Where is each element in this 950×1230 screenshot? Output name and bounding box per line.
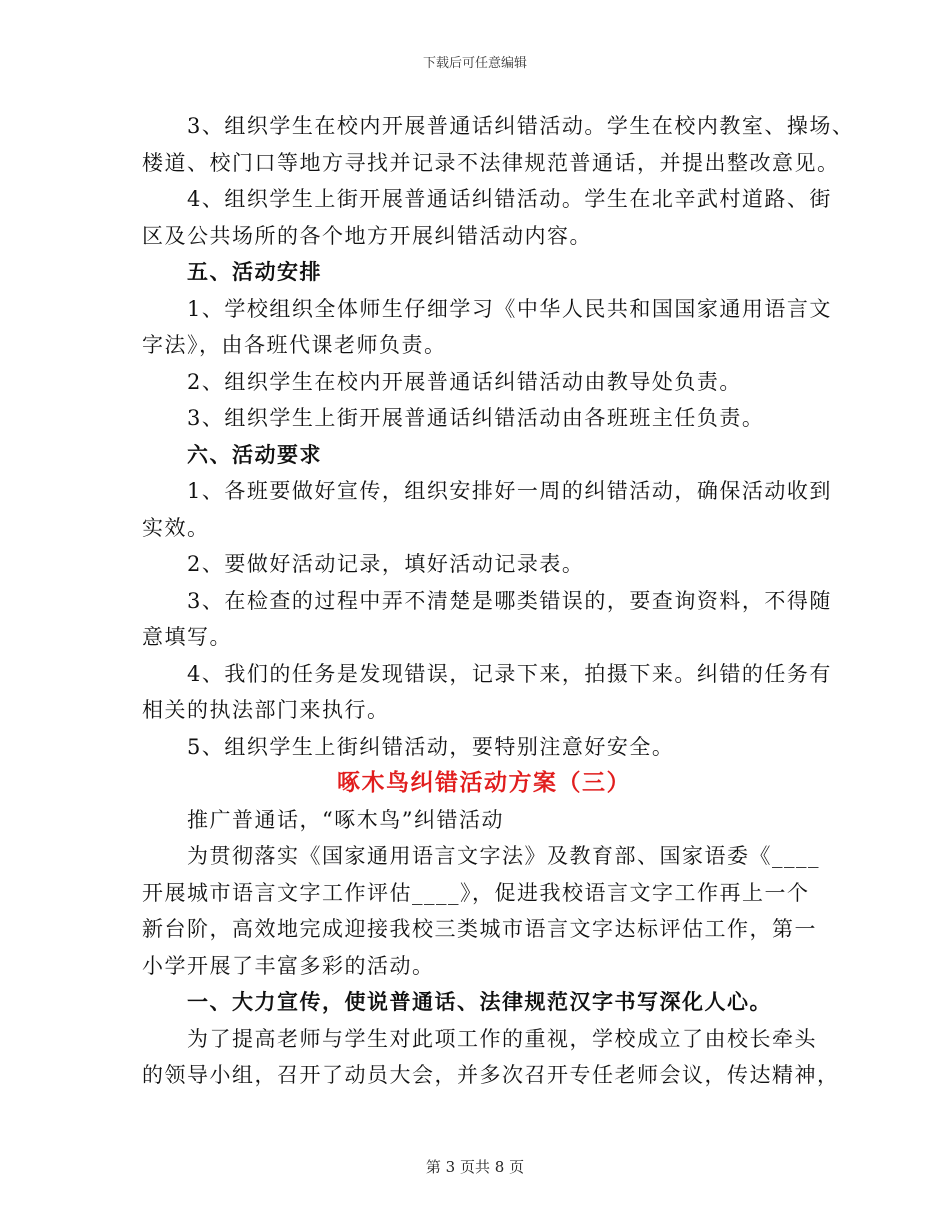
paragraph-line: 实效。 [142, 515, 210, 540]
document-body [142, 108, 855, 1094]
paragraph-line: 的领导小组，召开了动员大会，并多次召开专任老师会议，传达精神， [142, 1063, 840, 1087]
paragraph-line: 字法》，由各班代课老师负责。 [142, 333, 447, 357]
paragraph-line: 新台阶，高效地完成迎接我校三类城市语言文字达标评估工作，第一 [142, 917, 817, 941]
paragraph-line: 为贯彻落实《国家通用语言文字法》及教育部、国家语委《____ [187, 844, 820, 868]
paragraph-line: 2、组织学生在校内开展普通话纠错活动由教导处负责。 [187, 369, 742, 394]
section-heading: 五、活动安排 [187, 259, 322, 284]
paragraph-line: 2、要做好活动记录，填好活动记录表。 [187, 552, 585, 576]
page-number: 第 3 页共 8 页 [425, 1158, 525, 1176]
paragraph-line: 为了提高老师与学生对此项工作的重视，学校成立了由校长牵头 [187, 1026, 817, 1051]
paragraph-line: 相关的执法部门来执行。 [142, 698, 390, 722]
page-header-note: 下载后可任意编辑 [422, 56, 527, 71]
paragraph-line: 5、组织学生上街纠错活动，要特别注意好安全。 [187, 734, 675, 759]
paragraph-line: 1、各班要做好宣传，组织安排好一周的纠错活动，确保活动收到 [187, 479, 832, 503]
document-title: 啄木鸟纠错活动方案（三） [337, 769, 631, 796]
section-heading: 六、活动要求 [187, 441, 322, 467]
paragraph-line: 3、组织学生上街开展普通话纠错活动由各班班主任负责。 [187, 406, 765, 430]
paragraph-line: 区及公共场所的各个地方开展纠错活动内容。 [142, 223, 592, 248]
paragraph-line: 4、我们的任务是发现错误，记录下来，拍摄下来。纠错的任务有 [187, 661, 832, 686]
paragraph-line: 楼道、校门口等地方寻找并记录不法律规范普通话，并提出整改意见。 [142, 150, 840, 175]
section-heading: 一、大力宣传，使说普通话、法律规范汉字书写深化人心。 [187, 989, 772, 1014]
paragraph-line: 意填写。 [142, 625, 232, 649]
paragraph-line: 3、在检查的过程中弄不清楚是哪类错误的，要查询资料，不得随 [187, 588, 832, 613]
paragraph-line: 1、学校组织全体师生仔细学习《中华人民共和国国家通用语言文 [187, 296, 832, 321]
paragraph-line: 3、组织学生在校内开展普通话纠错活动。学生在校内教室、操场、 [187, 114, 855, 138]
paragraph-line: 小学开展了丰富多彩的活动。 [142, 953, 435, 978]
paragraph-line: 4、组织学生上街开展普通话纠错活动。学生在北辛武村道路、街 [187, 187, 832, 211]
paragraph-line: 开展城市语言文字工作评估____》，促进我校语言文字工作再上一个 [142, 880, 810, 905]
paragraph-line: 推广普通话，“啄木鸟”纠错活动 [187, 807, 504, 832]
